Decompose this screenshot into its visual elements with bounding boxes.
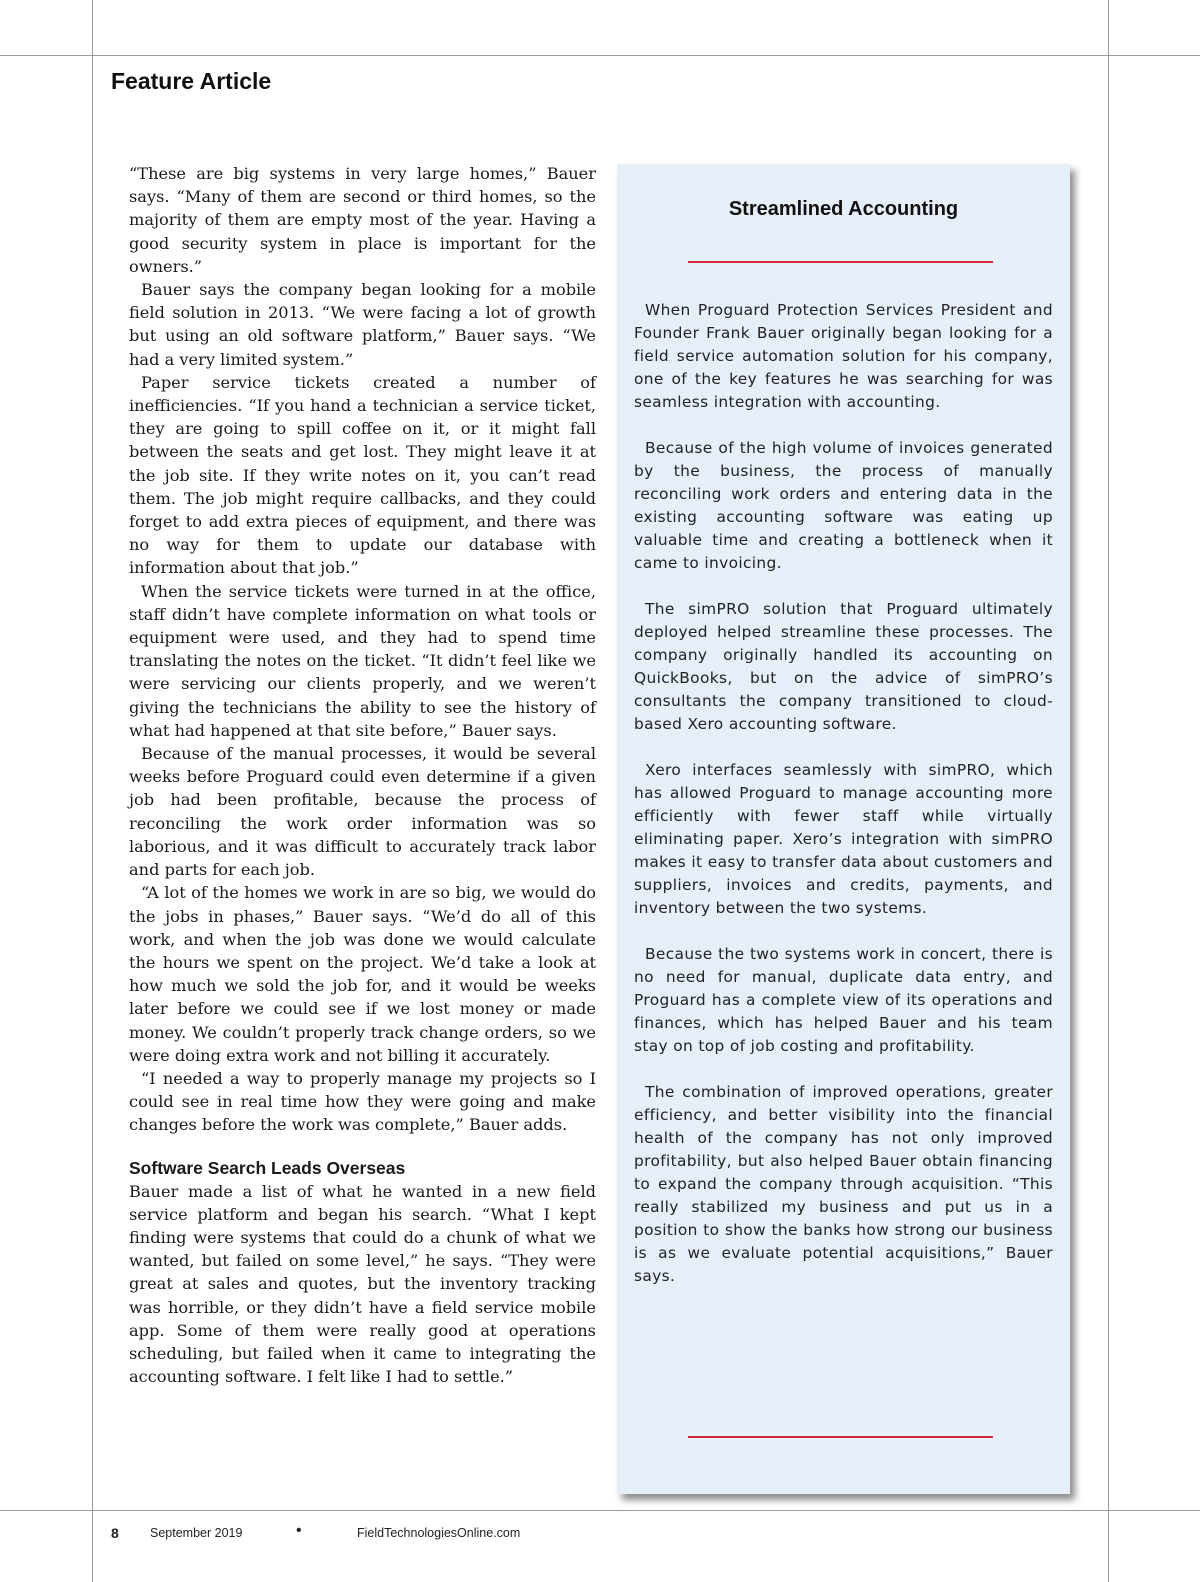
sidebar-rule-bottom bbox=[688, 1436, 993, 1438]
article-body bbox=[129, 162, 596, 1388]
article-paragraph: Bauer made a list of what he wanted in a new field service platform and began his search. “What I kept finding were systems that could do a chunk of what we wanted, but failed on some level,” he says. “They were great at sales and quotes, but the inventory tracking was horrible, or they didn’t have a field service mobile app. Some of them were really good at operations scheduling, but failed when it came to integrating the accounting software. I felt like I had to settle.” bbox=[129, 1181, 596, 1387]
crop-line-top bbox=[0, 55, 1200, 56]
article-paragraph: Paper service tickets created a number of inefficiencies. “If you hand a technician a service ticket, they are going to spill coffee on it, or it might fall between the seats and get lost. They might leave it at the job site. If they write notes on it, you can’t read them. The job might require callbacks, and they could forget to add extra pieces of equipment, and there was no way for them to update our database with information about that job.” bbox=[129, 372, 596, 578]
sidebar-paragraph: Xero interfaces seamlessly with simPRO, which has allowed Proguard to manage accounting more efficiently with fewer staff while virtually eliminating paper. Xero’s integration with simPRO makes it easy to transfer data about customers and suppliers, invoices and credits, payments, and inventory between the two systems. bbox=[634, 761, 1053, 917]
article-paragraph: Because of the manual processes, it would be several weeks before Proguard could even determine if a given job had been profitable, because the process of reconciling the work order information was so laborious, and it was difficult to accurately track labor and parts for each job. bbox=[129, 744, 596, 880]
crop-line-right bbox=[1108, 0, 1109, 1582]
article-paragraph: “These are big systems in very large homes,” Bauer says. “Many of them are second or third homes, so the majority of them are empty most of the year. Having a good security system in place is important for the owners.” bbox=[129, 164, 596, 276]
sidebar-paragraph: Because of the high volume of invoices generated by the business, the process of manually reconciling work orders and entering data in the existing accounting software was eating up valuable time and creating a bottleneck when it came to invoicing. bbox=[634, 439, 1053, 572]
sidebar-title: Streamlined Accounting bbox=[728, 198, 959, 220]
website-link: FieldTechnologiesOnline.com bbox=[357, 1526, 521, 1540]
footer-separator: • bbox=[296, 1522, 302, 1539]
article-subheading: Software Search Leads Overseas bbox=[129, 1157, 406, 1178]
page-number: 8 bbox=[111, 1525, 119, 1541]
article-paragraph: “I needed a way to properly manage my projects so I could see in real time how they were going and make changes before the work was complete,” Bauer adds. bbox=[129, 1068, 596, 1135]
article-paragraph: “A lot of the homes we work in are so big, we would do the jobs in phases,” Bauer says. “We’d do all of this work, and when the job was done we would calculate the hours we spent on the project. We’d take a look at how much we sold the job for, and it would be weeks later before we could see if we lost money or made money. We couldn’t properly track change orders, so we were doing extra work and not billing it accurately. bbox=[129, 883, 596, 1065]
sidebar-paragraph: When Proguard Protection Services President and Founder Frank Bauer originally began looking for a field service automation solution for his company, one of the key features he was searching for was seamless integration with accounting. bbox=[634, 301, 1053, 411]
sidebar-box bbox=[617, 164, 1070, 1494]
sidebar-rule-top bbox=[688, 261, 993, 263]
sidebar-paragraph: The simPRO solution that Proguard ultimately deployed helped streamline these processes. The company originally handled its accounting on QuickBooks, but on the advice of simPRO’s consultants the company transitioned to cloud-based Xero accounting software. bbox=[634, 600, 1053, 733]
article-paragraph: When the service tickets were turned in at the office, staff didn’t have complete information on what tools or equipment were used, and they had to spend time translating the notes on the ticket. “It didn’t feel like we were servicing our clients properly, and we weren’t giving the technicians the ability to see the history of what had happened at that site before,” Bauer says. bbox=[129, 581, 596, 740]
crop-line-left bbox=[92, 0, 93, 1582]
sidebar-paragraph: The combination of improved operations, greater efficiency, and better visibility into the financial health of the company has not only improved profitability, but also helped Bauer obtain financing to expand the company through acquisition. “This really stabilized my business and put us in a position to show the banks how strong our business is as we evaluate potential acquisitions,” Bauer says. bbox=[634, 1083, 1053, 1285]
crop-line-bottom bbox=[0, 1510, 1200, 1511]
section-label: Feature Article bbox=[111, 68, 272, 94]
sidebar-paragraph: Because the two systems work in concert, there is no need for manual, duplicate data entry, and Proguard has a complete view of its operations and finances, which has helped Bauer and his team stay on top of job costing and profitability. bbox=[634, 945, 1053, 1055]
article-paragraph: Bauer says the company began looking for a mobile field solution in 2013. “We were facing a lot of growth but using an old software platform,” Bauer says. “We had a very limited system.” bbox=[129, 280, 596, 369]
issue-date: September 2019 bbox=[150, 1526, 243, 1540]
sidebar-body bbox=[634, 299, 1053, 1311]
